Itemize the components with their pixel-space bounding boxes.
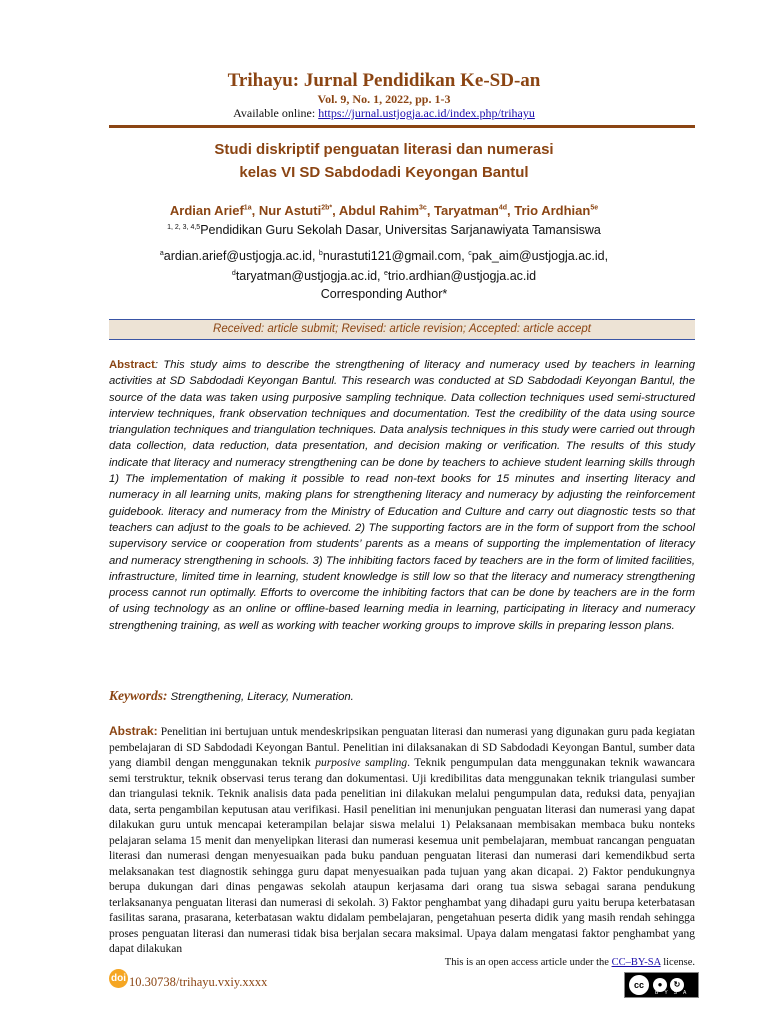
keywords (109, 688, 695, 704)
keywords-text: Strengthening, Literacy, Numeration. (167, 691, 354, 703)
author-name: Ardian Arief (169, 203, 244, 218)
journal-title: Trihayu: Jurnal Pendidikan Ke-SD-an (227, 70, 541, 91)
available-label: Available online: (233, 106, 319, 120)
cc-tags: BYSA (655, 990, 693, 996)
cc-icon: cc (628, 974, 650, 996)
license-link[interactable]: CC–BY-SA (611, 957, 661, 968)
author-sup: 4d (498, 204, 508, 212)
abstrak-text-2: . Teknik pengumpulan data menggunakan teknik wawancara semi terstruktur, teknik observasi terus terang dan dokumentasi. Uji kredibilitas data menggunakan teknik triangulasi sumber dan triangulasi teknik. Teknik analisis data pada penelitian ini dilakukan melalui pengumpulan data, reduksi data, penyajian data, serta pengambilan keputusan atau verifikasi. Hasil penelitian ini menunjukan penguatan literasi dan numerasi yang dapat dilakukan guru untuk mencapai keterampilan belajar siswa melalui 1) Pelaksanaan membisakan membaca buku nonteks pelajaran selama 15 menit dan menyelipkan literasi dan numerasi kesemua unit pembelajaran, membuat rancangan penguatan literasi dan numerasi dengan menyesuaikan pada buku panduan penguatan literasi dan numerasi dari kemendikbud serta melaksanakan test diagnostik sehingga guru dapat menyesuaikan pada tujuan yang akan dicapai. 2) Faktor pendukungnya berupa dukungan dari dinas pengawas sekolah ataupun kerjasama dari orang tua siswa sebagai sarana pendukung terlaksananya penguatan literasi dan numerasi di sekolah. 3) Faktor penghambat yang dihadapi guru yaitu berupa keterbatasan fasilitas sarana, prasarana, keterbatasan waktu didalam pembelajaran, pengetahuan peserta didik yang masih rendah sehingga proses penguatan literasi dan numerasi tidak bisa berjalan secara maksimal. Upaya dalam mengatasi faktor penghambat yang dapat dilakukan (109, 757, 696, 955)
abstrak-label: Abstrak: (109, 724, 158, 738)
author-name: Taryatman (434, 203, 499, 218)
abstrak-text-1: Penelitian ini bertujuan untuk mendeskripsikan penguatan literasi dan numerasi yang digunakan guru pada kegiatan pembelajaran di SD Sabdodadi Keyongan Bantul. Penelitian ini dilaksanakan di SD Sabdodadi Keyongan Bantul, sumber data yang diambil dengan menggunakan teknik (109, 726, 695, 769)
author-sup: 5e (590, 204, 599, 212)
email: trio.ardhian@ustjogja.ac.id (387, 269, 537, 284)
affiliation-text: Pendidikan Guru Sekolah Dasar, Universitas Sarjanawiyata Tamansiswa (200, 223, 601, 237)
email: pak_aim@ustjogja.ac.id (471, 249, 605, 264)
author-sup: 1a (243, 204, 252, 212)
author-name: Trio Ardhian (514, 203, 591, 218)
abstract-text: : This study aims to describe the strengthening of literacy and numeracy used by teachers in learning activities at SD Sabdodadi Keyongan Bantul. This research was conducted at SD Sabdodadi Keyongan Bantul, the source of the data was taken using purposive sampling technique. Data collection techniques used semi-structured interview techniques, frank observation techniques and documentation. Test the credibility of the data using source triangulation techniques and triangulation techniques. Data analysis techniques in this study were carried out through data collection, data reduction, data presentation, and decision making or verification. The results of this study indicate that literacy and numeracy strengthening can be done by teachers to achieve student learning skills through 1) The implementation of making it possible to read non-text books for 15 minutes and inserting literacy and numeracy in all learning units, making plans for strengthening literacy and numeracy by adjusting the reinforcement guidebook. literacy and numeracy from the Ministry of Education and Culture and carry out diagnostic tests so that teachers can adjust to the goals to be achieved. 2) The supporting factors are in the form of support from the school supervisory service or cooperation from students’ parents as a means of supporting the implementation of literacy and numeracy strengthening in schools. 3) The inhibiting factors faced by teachers are in the form of limited facilities, infrastructure, limited time in learning, student knowledge is still low so that the literacy and numeracy strengthening process cannot run optimally. Efforts to overcome the inhibiting factors that can be done by teachers are in the form of using technology as an online or offline-based learning media in learning, participating in literacy and numeracy strengthening training, as well as working with teacher working groups to improve skills in preparing lesson plans. (109, 359, 695, 632)
author-list: Ardian Arief$^{1a}$, Nur Astuti$^{2b*}$, Abdul Rahim$^{3c}$, Taryatman$^{4d}$, Trio Ardhian$^{5e}$ (169, 203, 599, 218)
affiliation-sup: 1, 2, 3, 4,5 (167, 223, 201, 231)
author-name: Abdul Rahim (338, 203, 420, 218)
title-line-2: kelas VI SD Sabdodadi Keyongan Bantul (239, 164, 529, 181)
share-alike-icon: ↻ (670, 978, 684, 992)
abstract-label: Abstract (109, 359, 155, 371)
title-line-1: Studi diskriptif penguatan literasi dan numerasi (214, 141, 554, 158)
abstract-english (109, 357, 695, 634)
email: nurastuti121@gmail.com (322, 249, 462, 264)
received-info: Received: article submit; Revised: article revision; Accepted: article accept (109, 319, 695, 340)
journal-url-link[interactable]: https://jurnal.ustjogja.ac.id/index.php/trihayu (318, 106, 535, 120)
abstrak-italic: purposive sampling (315, 757, 408, 769)
email-list: $^a$ardian.arief@ustjogja.ac.id, $^b$nurastuti121@gmail.com, $^c$pak_aim@ustjogja.ac.id, $^d$taryatman@ustjogja.ac.id, $^e$trio.ardhian@ustjogja.ac.id (159, 249, 609, 284)
article-title (0, 138, 768, 184)
doi-link[interactable]: 10.30738/trihayu.vxiy.xxxx (129, 975, 268, 989)
author-name: Nur Astuti (258, 203, 322, 218)
doi-icon: doi (109, 969, 128, 988)
journal-volume: Vol. 9, No. 1, 2022, pp. 1-3 (317, 92, 451, 106)
abstrak-indonesian (109, 724, 695, 958)
cc-by-sa-icon[interactable] (624, 972, 699, 998)
author-sup: 2b* (321, 204, 333, 212)
person-icon: ● (653, 978, 667, 992)
affiliation (0, 223, 768, 237)
license-notice: This is an open access article under the CC–BY-SA license. (444, 957, 695, 968)
email: ardian.arief@ustjogja.ac.id (163, 249, 312, 264)
header-rule (109, 125, 695, 128)
available-online (0, 106, 768, 121)
corresponding-author: Corresponding Author* (320, 287, 448, 301)
author-sup: 3c (419, 204, 427, 212)
keywords-label: Keywords: (109, 688, 168, 703)
email: taryatman@ustjogja.ac.id (235, 269, 378, 284)
